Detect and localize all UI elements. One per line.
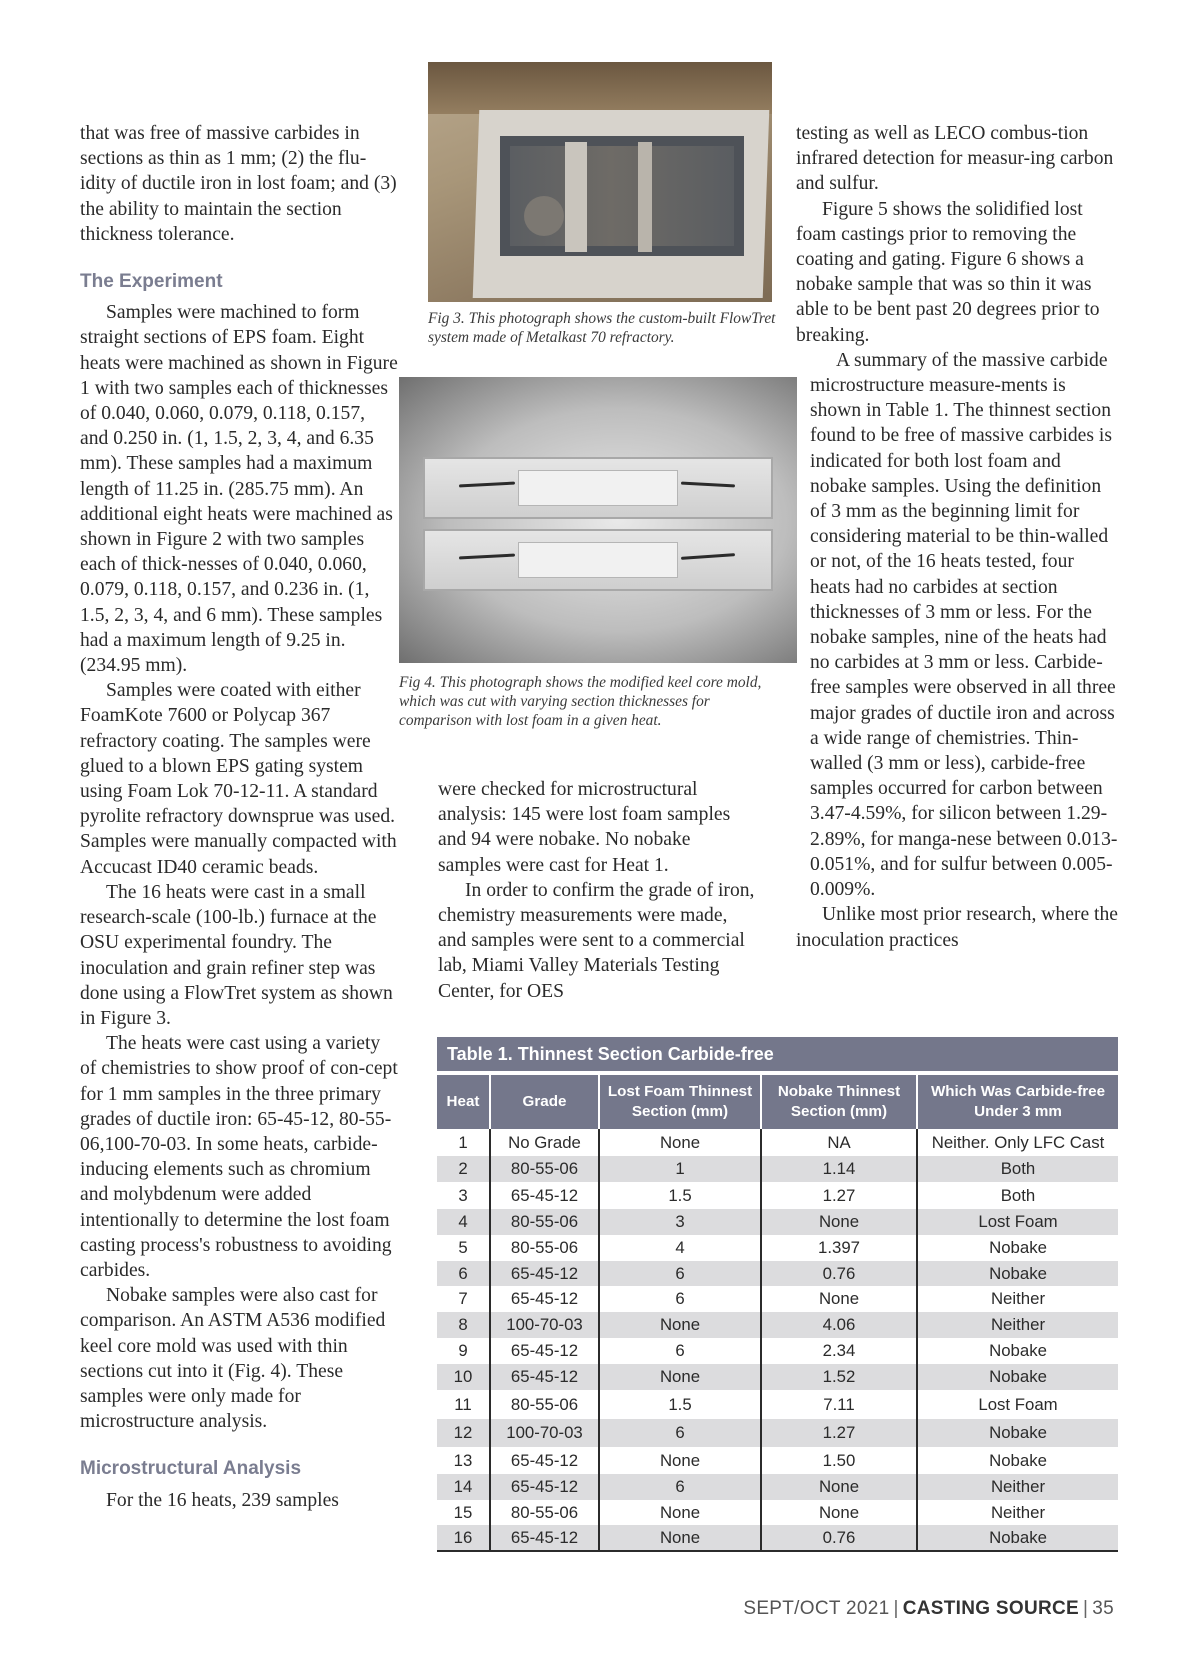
fig3-caption: Fig 3. This photograph shows the custom-built FlowTret system made of Metalkast 70 refractory. bbox=[428, 310, 776, 346]
table-cell: None bbox=[761, 1474, 917, 1500]
table-cell: 80-55-06 bbox=[490, 1156, 599, 1182]
paragraph: The 16 heats were cast in a small research-scale (100-lb.) furnace at the OSU experimental foundry. The inoculation and grain refiner step was done using a FlowTret system as shown in Figure 3. bbox=[80, 881, 393, 1029]
table-cell: 6 bbox=[599, 1286, 761, 1312]
table-row bbox=[437, 1390, 1118, 1419]
table-cell: 1.14 bbox=[761, 1156, 917, 1182]
table-cell: Neither. Only LFC Cast bbox=[931, 1132, 1105, 1152]
table-cell: 3 bbox=[599, 1209, 761, 1235]
table-cell: 7 bbox=[437, 1286, 490, 1312]
table-cell: 65-45-12 bbox=[490, 1338, 599, 1364]
column-header: Lost Foam Thinnest Section (mm) bbox=[599, 1075, 761, 1129]
page-footer: SEPT/OCT 2021 | CASTING SOURCE | 35 bbox=[743, 1598, 1114, 1619]
table-cell: 65-45-12 bbox=[490, 1286, 599, 1312]
table-row bbox=[437, 1235, 1118, 1261]
paragraph: were checked for microstructural analysis: 145 were lost foam samples and 94 were nobake. No nobake samples were cast for Heat 1. bbox=[438, 779, 731, 876]
table-cell: 6 bbox=[599, 1338, 761, 1364]
table-cell: None bbox=[761, 1209, 917, 1235]
table-cell: None bbox=[599, 1447, 761, 1474]
paragraph: The heats were cast using a variety of chemistries to show proof of con-cept for 1 mm samples in the three primary grades of ductile iron: 65-45-12, 80-55-06,100-70-03. In some heats, carbide-inducing elements such as chromium and molybdenum were added intentionally to determine the lost foam casting process's robustness to avoiding carbides. bbox=[80, 1033, 398, 1281]
table-cell: 65-45-12 bbox=[490, 1182, 599, 1209]
fig3-photo bbox=[428, 62, 772, 302]
paragraph: that was free of massive carbides in sections as thin as 1 mm; (2) the flu-idity of ductile iron in lost foam; and (3) the ability to maintain the section thickness tolerance. bbox=[80, 123, 397, 245]
table-cell: 1.27 bbox=[761, 1419, 917, 1447]
table-cell: 2 bbox=[437, 1156, 490, 1182]
table-cell: 3 bbox=[437, 1182, 490, 1209]
table-cell: None bbox=[599, 1500, 761, 1525]
paragraph: Samples were machined to form straight sections of EPS foam. Eight heats were machined as shown in Figure 1 with two samples each of thicknesses of 0.040, 0.060, 0.079, 0.118, 0.157, and 0.250 in. (1, 1.5, 2, 3, 4, and 6.35 mm). These samples had a maximum length of 11.25 in. (285.75 mm). An additional eight heats were machined as shown in Figure 2 with two samples each of thick-nesses of 0.040, 0.060, 0.079, 0.118, 0.157, and 0.236 in. (1, 1.5, 2, 3, 4, and 6 mm). These samples had a maximum length of 9.25 in. (234.95 mm). bbox=[80, 302, 398, 677]
table-cell: 6 bbox=[437, 1261, 490, 1286]
table-row bbox=[437, 1364, 1118, 1390]
table-cell: Nobake bbox=[917, 1419, 1118, 1447]
table-cell: None bbox=[599, 1525, 761, 1551]
table-cell: 9 bbox=[437, 1338, 490, 1364]
paragraph: Samples were coated with either FoamKote 7600 or Polycap 367 refractory coating. The samples were glued to a blown EPS gating system using Foam Lok 70-12-11. A standard pyrolite refractory downsprue was used. Samples were manually compacted with Accucast ID40 ceramic beads. bbox=[80, 680, 397, 878]
table-cell: Nobake bbox=[989, 1341, 1047, 1360]
table-cell: 5 bbox=[437, 1235, 490, 1261]
table-cell: 1.52 bbox=[761, 1364, 917, 1390]
table-row bbox=[437, 1209, 1118, 1235]
table-cell: 80-55-06 bbox=[490, 1209, 599, 1235]
table-cell: 4 bbox=[437, 1209, 490, 1235]
table-cell: 10 bbox=[437, 1364, 490, 1390]
column-right bbox=[796, 121, 1118, 953]
table-row bbox=[437, 1419, 1118, 1447]
table-cell: None bbox=[761, 1286, 917, 1312]
table-cell: Nobake bbox=[917, 1525, 1118, 1551]
table-cell: 4 bbox=[599, 1235, 761, 1261]
fig4-caption: Fig 4. This photograph shows the modified keel core mold, which was cut with varying section thicknesses for comparison with lost foam in a given heat. bbox=[399, 674, 762, 729]
table-cell: 4.06 bbox=[761, 1312, 917, 1338]
table-row bbox=[437, 1447, 1118, 1474]
table-cell: No Grade bbox=[490, 1129, 599, 1156]
paragraph: Unlike most prior research, where the inoculation practices bbox=[796, 904, 1118, 951]
table-cell: 1.27 bbox=[761, 1182, 917, 1209]
column-header: Nobake Thinnest Section (mm) bbox=[761, 1075, 917, 1129]
table-row bbox=[437, 1261, 1118, 1286]
table-cell: 6 bbox=[599, 1474, 761, 1500]
table-row bbox=[437, 1182, 1118, 1209]
table-row bbox=[437, 1525, 1118, 1551]
section-heading-microstructural: Microstructural Analysis bbox=[80, 1458, 302, 1480]
table-cell: 1.5 bbox=[599, 1182, 761, 1209]
table-row bbox=[437, 1286, 1118, 1312]
column-left bbox=[80, 121, 398, 1513]
table-cell: 14 bbox=[437, 1474, 490, 1500]
paragraph: In order to confirm the grade of iron, chemistry measurements were made, and samples were sent to a commercial lab, Miami Valley Materials Testing Center, for OES bbox=[438, 879, 755, 1002]
paragraph: A summary of the massive carbide microstructure measure-ments is shown in Table 1. The thinnest section found to be free of massive carbides is indicated for both lost foam and nobake samples. Using the definition of 3 mm as the beginning limit for considering material to be thin-walled or not, of the 16 heats tested, four heats had no carbides at section thicknesses of 3 mm or less. For the nobake samples, nine of the heats had no carbides at 3 mm or less. Carbide-free samples were observed in all three major grades of ductile iron and across a wide range of chemistries. Thin-walled (3 mm or less), carbide-free samples occurred for carbon between 3.47-4.59%, for silicon between 1.29-2.89%, for manga-nese between 0.013-0.051%, and for sulfur between 0.005-0.009%. bbox=[810, 349, 1118, 901]
table-cell: 1.5 bbox=[599, 1390, 761, 1419]
table-cell: 1.397 bbox=[761, 1235, 917, 1261]
table-cell: Nobake bbox=[917, 1364, 1118, 1390]
table-cell: 8 bbox=[437, 1312, 490, 1338]
table-cell: 1 bbox=[437, 1129, 490, 1156]
table-title: Table 1. Thinnest Section Carbide-free bbox=[437, 1037, 1118, 1071]
table-cell: 15 bbox=[437, 1500, 490, 1525]
paragraph: For the 16 heats, 239 samples bbox=[106, 1489, 339, 1511]
table-row bbox=[437, 1156, 1118, 1182]
paragraph: Nobake samples were also cast for comparison. An ASTM A536 modified keel core mold was used with thin sections cut into it (Fig. 4). These samples were only made for microstructure analysis. bbox=[80, 1285, 386, 1433]
table-cell: 6 bbox=[599, 1261, 761, 1286]
table-cell: 7.11 bbox=[761, 1390, 917, 1419]
table-cell: None bbox=[599, 1364, 761, 1390]
table-cell: Lost Foam bbox=[917, 1209, 1118, 1235]
paragraph: testing as well as LECO combus-tion infrared detection for measur-ing carbon and sulfur. bbox=[796, 123, 1114, 195]
table-cell: None bbox=[599, 1129, 761, 1156]
table-cell: 80-55-06 bbox=[490, 1235, 599, 1261]
table-cell: 1.50 bbox=[761, 1447, 917, 1474]
table-body bbox=[437, 1129, 1118, 1551]
table-cell: Neither bbox=[990, 1289, 1046, 1308]
table-cell: Nobake bbox=[989, 1450, 1047, 1470]
table-cell: 2.34 bbox=[761, 1338, 917, 1364]
table-cell: 12 bbox=[437, 1419, 490, 1447]
table-cell: 65-45-12 bbox=[490, 1474, 599, 1500]
table-cell: NA bbox=[761, 1129, 917, 1156]
table-cell: Neither bbox=[917, 1312, 1118, 1338]
table-row bbox=[437, 1474, 1118, 1500]
table-cell: 16 bbox=[437, 1525, 490, 1551]
table-cell: Lost Foam bbox=[978, 1394, 1058, 1414]
table-cell: Both bbox=[917, 1156, 1118, 1182]
column-header: Which Was Carbide-free Under 3 mm bbox=[917, 1075, 1118, 1129]
page-number: 35 bbox=[1092, 1598, 1114, 1619]
column-header: Heat bbox=[437, 1075, 490, 1129]
table-cell: None bbox=[599, 1312, 761, 1338]
table-cell: 100-70-03 bbox=[490, 1419, 599, 1447]
table-cell: 13 bbox=[437, 1447, 490, 1474]
table-cell: 65-45-12 bbox=[490, 1261, 599, 1286]
table-cell: 65-45-12 bbox=[490, 1525, 599, 1551]
publication-name: CASTING SOURCE bbox=[902, 1598, 1080, 1619]
table-cell: 0.76 bbox=[761, 1261, 917, 1286]
table-row bbox=[437, 1129, 1118, 1156]
table-cell: Nobake bbox=[989, 1238, 1047, 1257]
table-cell: 65-45-12 bbox=[490, 1364, 599, 1390]
fig4-photo bbox=[399, 377, 797, 663]
column-middle bbox=[438, 777, 758, 1004]
table-cell: Neither bbox=[917, 1474, 1118, 1500]
table-cell: 11 bbox=[437, 1390, 490, 1419]
table-cell: 100-70-03 bbox=[490, 1312, 599, 1338]
paragraph: Figure 5 shows the solidified lost foam castings prior to removing the coating and gating. Figure 6 shows a nobake sample that was so thin it was able to be bent past 20 degrees prior to breaking. bbox=[796, 198, 1100, 346]
table-cell: 80-55-06 bbox=[490, 1390, 599, 1419]
column-header: Grade bbox=[490, 1075, 599, 1129]
table-cell: 65-45-12 bbox=[490, 1447, 599, 1474]
table-cell: Both bbox=[1000, 1185, 1036, 1205]
table-cell: 80-55-06 bbox=[490, 1500, 599, 1525]
table-row bbox=[437, 1500, 1118, 1525]
table-row bbox=[437, 1312, 1118, 1338]
issue-date: SEPT/OCT 2021 bbox=[743, 1598, 890, 1619]
table-cell: 1 bbox=[599, 1156, 761, 1182]
table-cell: Nobake bbox=[917, 1261, 1118, 1286]
section-heading-experiment: The Experiment bbox=[80, 271, 223, 293]
table-cell: 0.76 bbox=[761, 1525, 917, 1551]
table-row bbox=[437, 1338, 1118, 1364]
table-cell: 6 bbox=[599, 1419, 761, 1447]
table-cell: Neither bbox=[990, 1502, 1046, 1522]
table-cell: None bbox=[761, 1500, 917, 1525]
carbide-free-table bbox=[437, 1075, 1118, 1552]
